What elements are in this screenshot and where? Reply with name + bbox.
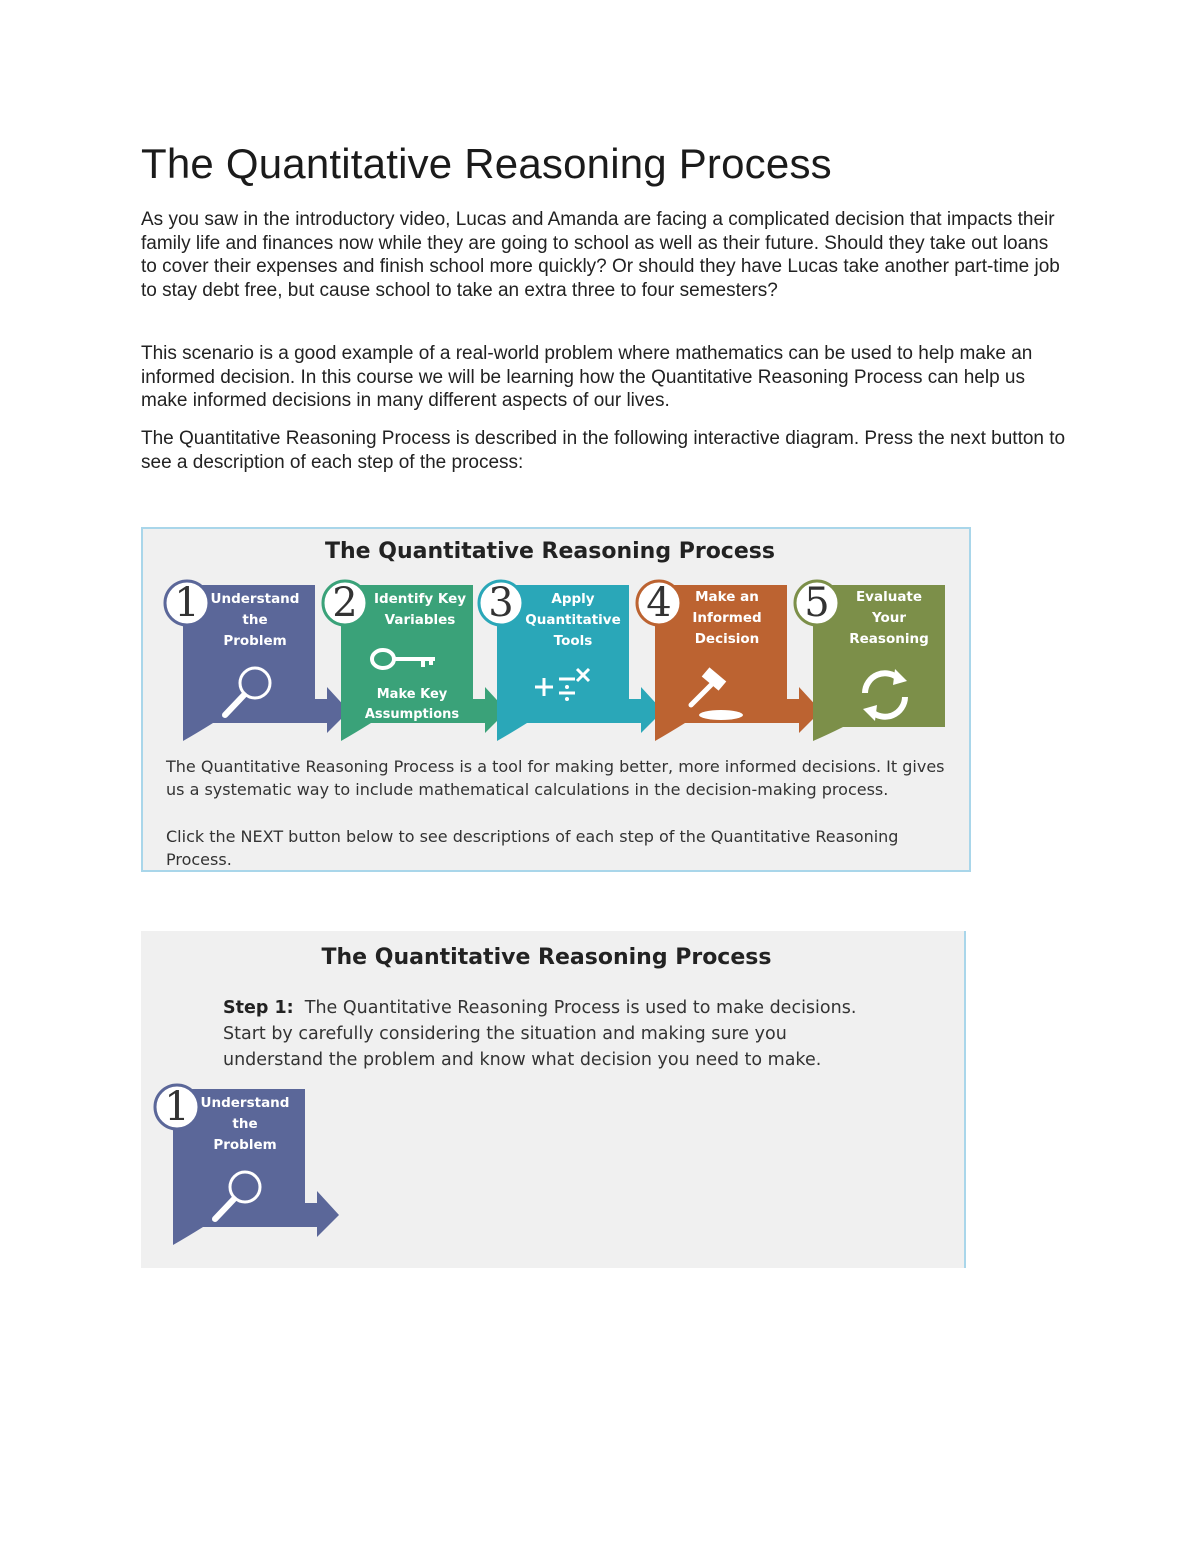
step-sublabel: Make Key Assumptions — [364, 687, 460, 722]
magnifier-icon — [213, 661, 283, 721]
process-diagram-step1 — [141, 931, 966, 1268]
diagram-description: The Quantitative Reasoning Process is a tool for making better, more informed decisions. It gives us a systematic way to include mathematical calculations in the decision-making process. — [166, 757, 945, 799]
scenario-paragraph: This scenario is a good example of a real-world problem where mathematics can be used to help make an informed decision. In this course we will be learning how the Quantitative Reasoning Process can help us make informed decisions in many different aspects of our lives. — [141, 343, 1033, 411]
key-icon — [367, 645, 447, 675]
step-label: Make an Informed Decision — [692, 589, 762, 647]
magnifier-icon — [203, 1165, 273, 1225]
step-number: 2 — [332, 580, 358, 626]
diagram-title: The Quantitative Reasoning Process — [325, 539, 775, 564]
step-label: Step 1: — [223, 998, 294, 1018]
page-title: The Quantitative Reasoning Process — [141, 140, 832, 187]
math-operators-icon — [529, 665, 599, 715]
step-label: Understand the Problem — [210, 591, 300, 649]
diagram-intro-paragraph: The Quantitative Reasoning Process is described in the following interactive diagram. Press the next button to see a description of each step of the process: — [141, 428, 1066, 473]
diagram-title: The Quantitative Reasoning Process — [321, 945, 772, 970]
step-number: 3 — [488, 580, 514, 626]
intro-paragraph: As you saw in the introductory video, Lucas and Amanda are facing a complicated decision that impacts their family life and finances now while they are going to school as well as their future. Should they take out loans to cover their expenses and finish school more quickly? Or should they have Lucas take another part-time job to stay debt free, but cause school to take an extra three to four semesters? — [141, 209, 1060, 301]
step-body: The Quantitative Reasoning Process is used to make decisions. Start by carefully considering the situation and making sure you understand the problem and know what decision you need to make. — [223, 998, 857, 1070]
gavel-icon — [681, 667, 761, 727]
process-diagram-overview — [141, 527, 971, 872]
step-label: Identify Key Variables — [373, 591, 467, 628]
step-label: Understand the Problem — [200, 1095, 290, 1153]
step-description — [223, 995, 883, 1073]
step-number: 1 — [174, 580, 200, 626]
step-number: 5 — [804, 580, 830, 626]
cycle-arrows-icon — [855, 665, 915, 725]
step-number: 1 — [164, 1084, 190, 1130]
step-label: Apply Quantitative Tools — [525, 591, 621, 649]
diagram-instruction: Click the NEXT button below to see descriptions of each step of the Quantitative Reasoning Process. — [166, 827, 899, 869]
step-label: Evaluate Your Reasoning — [849, 589, 929, 647]
step-number: 4 — [646, 580, 672, 626]
